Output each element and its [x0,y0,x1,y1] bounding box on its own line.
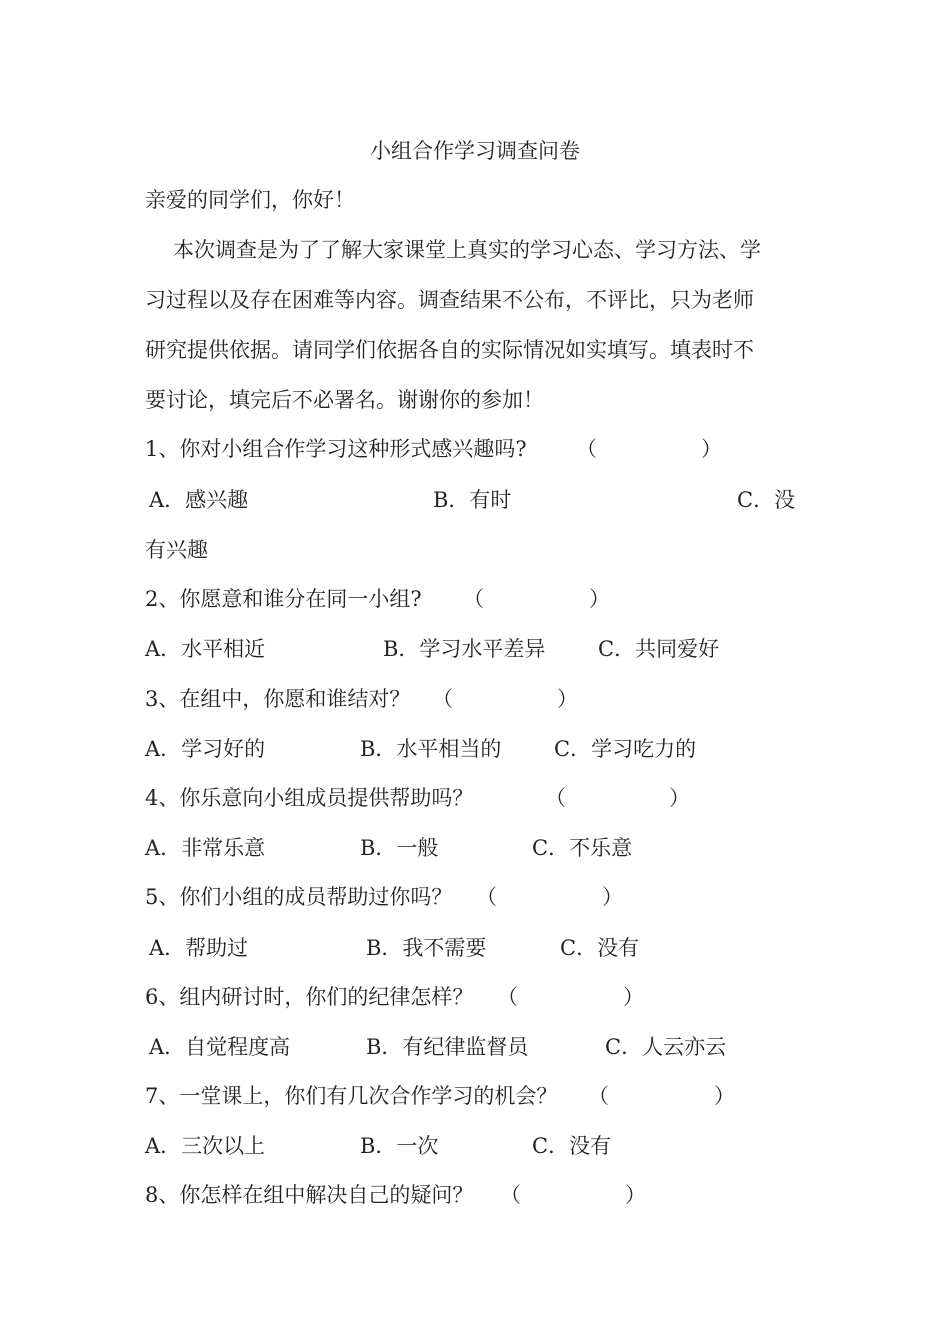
answer-paren-close: ） [714,1084,735,1108]
answer-paren-open: （ [463,587,484,611]
answer-paren-open: （ [476,885,497,909]
question-6-option-c: C．人云亦云 [605,1035,727,1059]
question-7-text: 7、一堂课上，你们有几次合作学习的机会？ [145,1084,558,1108]
document-title: 小组合作学习调查问卷 [370,139,580,163]
question-4-option-b: B．一般 [360,836,439,860]
question-4-option-a: A．非常乐意 [145,836,266,860]
answer-paren-open: （ [576,437,597,461]
question-6-option-b: B．有纪律监督员 [366,1035,529,1059]
question-3-option-b: B．水平相当的 [360,737,502,761]
question-1-option-c-continuation: 有兴趣 [145,538,208,562]
greeting: 亲爱的同学们，你好！ [145,188,355,212]
answer-paren-close: ） [602,885,623,909]
intro-line-2: 习过程以及存在困难等内容。调查结果不公布，不评比，只为老师 [145,288,754,312]
intro-line-4: 要讨论，填完后不必署名。谢谢你的参加！ [145,388,544,412]
intro-line-1: 本次调查是为了了解大家课堂上真实的学习心态、学习方法、学 [173,238,761,262]
question-7-option-c: C．没有 [532,1134,612,1158]
answer-paren-open: （ [432,687,453,711]
answer-paren-close: ） [589,587,610,611]
question-2-text: 2、你愿意和谁分在同一小组? [145,587,422,611]
question-1-option-c: C．没 [737,488,796,512]
question-8-text: 8、你怎样在组中解决自己的疑问？ [145,1183,474,1207]
question-1-option-a: A．感兴趣 [149,488,249,512]
answer-paren-open: （ [545,786,566,810]
question-1-text: 1、你对小组合作学习这种形式感兴趣吗? [145,437,527,461]
question-5-option-a: A．帮助过 [149,936,249,960]
answer-paren-close: ） [701,437,722,461]
question-5-option-b: B．我不需要 [366,936,487,960]
question-3-option-c: C．学习吃力的 [554,737,697,761]
question-6-option-a: A．自觉程度高 [149,1035,291,1059]
question-2-option-c: C．共同爱好 [598,637,720,661]
answer-paren-close: ） [623,985,644,1009]
answer-paren-close: ） [557,687,578,711]
answer-paren-close: ） [625,1183,646,1207]
question-3-text: 3、在组中，你愿和谁结对？ [145,687,411,711]
intro-line-3: 研究提供依据。请同学们依据各自的实际情况如实填写。填表时不 [145,338,754,362]
question-2-option-a: A．水平相近 [145,637,266,661]
question-1-option-b: B．有时 [433,488,512,512]
answer-paren-open: （ [497,985,518,1009]
question-3-option-a: A．学习好的 [145,737,266,761]
question-4-text: 4、你乐意向小组成员提供帮助吗？ [145,786,474,810]
question-5-text: 5、你们小组的成员帮助过你吗？ [145,885,453,909]
answer-paren-open: （ [500,1183,521,1207]
question-5-option-c: C．没有 [560,936,640,960]
question-6-text: 6、组内研讨时，你们的纪律怎样？ [145,985,474,1009]
answer-paren-close: ） [669,786,690,810]
question-7-option-b: B．一次 [360,1134,439,1158]
question-7-option-a: A．三次以上 [145,1134,266,1158]
answer-paren-open: （ [588,1084,609,1108]
question-4-option-c: C．不乐意 [532,836,633,860]
question-2-option-b: B．学习水平差异 [383,637,546,661]
